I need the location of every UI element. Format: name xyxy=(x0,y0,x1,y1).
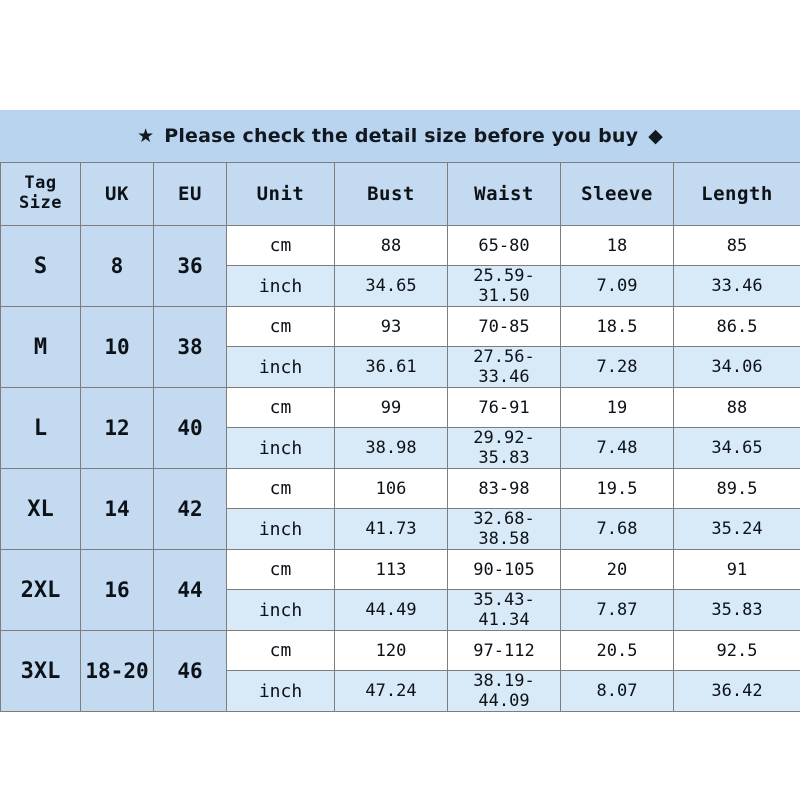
cell-uk: 12 xyxy=(81,388,154,469)
header-uk: UK xyxy=(81,163,154,226)
cell-tag-size: M xyxy=(1,307,81,388)
cell-uk: 10 xyxy=(81,307,154,388)
cell-tag-size: 3XL xyxy=(1,631,81,712)
cell-waist-cm: 90-105 xyxy=(448,550,561,590)
cell-bust-inch: 47.24 xyxy=(335,671,448,712)
cell-eu: 40 xyxy=(154,388,227,469)
diamond-icon: ◆ xyxy=(648,125,663,147)
cell-bust-inch: 38.98 xyxy=(335,428,448,469)
cell-waist-inch: 29.92-35.83 xyxy=(448,428,561,469)
cell-eu: 36 xyxy=(154,226,227,307)
cell-bust-cm: 93 xyxy=(335,307,448,347)
cell-waist-inch: 38.19-44.09 xyxy=(448,671,561,712)
cell-unit-inch: inch xyxy=(227,590,335,631)
header-row xyxy=(1,163,800,226)
cell-waist-cm: 83-98 xyxy=(448,469,561,509)
cell-unit-cm: cm xyxy=(227,388,335,428)
table-row xyxy=(1,388,800,428)
cell-waist-inch: 32.68-38.58 xyxy=(448,509,561,550)
header-eu: EU xyxy=(154,163,227,226)
cell-tag-size: L xyxy=(1,388,81,469)
cell-unit-inch: inch xyxy=(227,347,335,388)
cell-sleeve-cm: 18 xyxy=(561,226,674,266)
cell-length-cm: 88 xyxy=(674,388,800,428)
cell-sleeve-cm: 19 xyxy=(561,388,674,428)
notice-banner xyxy=(0,110,800,162)
table-row xyxy=(1,226,800,266)
size-chart-container xyxy=(0,110,800,712)
cell-waist-cm: 76-91 xyxy=(448,388,561,428)
table-row xyxy=(1,631,800,671)
cell-unit-cm: cm xyxy=(227,307,335,347)
header-sleeve: Sleeve xyxy=(561,163,674,226)
cell-sleeve-cm: 19.5 xyxy=(561,469,674,509)
cell-tag-size: S xyxy=(1,226,81,307)
header-unit: Unit xyxy=(227,163,335,226)
table-row xyxy=(1,550,800,590)
cell-eu: 38 xyxy=(154,307,227,388)
header-bust: Bust xyxy=(335,163,448,226)
cell-unit-inch: inch xyxy=(227,671,335,712)
cell-eu: 46 xyxy=(154,631,227,712)
table-header xyxy=(1,163,800,226)
notice-banner-text: Please check the detail size before you buy xyxy=(164,125,639,147)
cell-waist-inch: 27.56-33.46 xyxy=(448,347,561,388)
cell-length-inch: 35.24 xyxy=(674,509,800,550)
cell-bust-cm: 120 xyxy=(335,631,448,671)
cell-length-inch: 36.42 xyxy=(674,671,800,712)
cell-length-cm: 86.5 xyxy=(674,307,800,347)
cell-waist-cm: 97-112 xyxy=(448,631,561,671)
cell-sleeve-inch: 8.07 xyxy=(561,671,674,712)
cell-length-inch: 34.06 xyxy=(674,347,800,388)
cell-bust-inch: 36.61 xyxy=(335,347,448,388)
cell-sleeve-inch: 7.68 xyxy=(561,509,674,550)
cell-length-cm: 85 xyxy=(674,226,800,266)
cell-tag-size: XL xyxy=(1,469,81,550)
cell-unit-cm: cm xyxy=(227,550,335,590)
cell-uk: 14 xyxy=(81,469,154,550)
cell-unit-inch: inch xyxy=(227,509,335,550)
cell-bust-inch: 41.73 xyxy=(335,509,448,550)
cell-length-cm: 92.5 xyxy=(674,631,800,671)
header-tag-size xyxy=(1,163,81,226)
header-length: Length xyxy=(674,163,800,226)
cell-unit-cm: cm xyxy=(227,469,335,509)
cell-uk: 16 xyxy=(81,550,154,631)
cell-bust-cm: 106 xyxy=(335,469,448,509)
cell-eu: 44 xyxy=(154,550,227,631)
cell-sleeve-inch: 7.09 xyxy=(561,266,674,307)
cell-length-inch: 35.83 xyxy=(674,590,800,631)
cell-waist-inch: 25.59-31.50 xyxy=(448,266,561,307)
star-icon: ★ xyxy=(137,125,155,147)
cell-length-cm: 91 xyxy=(674,550,800,590)
header-waist: Waist xyxy=(448,163,561,226)
cell-bust-cm: 99 xyxy=(335,388,448,428)
cell-sleeve-inch: 7.28 xyxy=(561,347,674,388)
cell-uk: 8 xyxy=(81,226,154,307)
cell-length-cm: 89.5 xyxy=(674,469,800,509)
cell-waist-cm: 70-85 xyxy=(448,307,561,347)
header-tag-size-line2: Size xyxy=(19,193,62,213)
table-body xyxy=(1,226,800,712)
cell-sleeve-cm: 20 xyxy=(561,550,674,590)
cell-unit-inch: inch xyxy=(227,266,335,307)
cell-unit-inch: inch xyxy=(227,428,335,469)
cell-sleeve-inch: 7.87 xyxy=(561,590,674,631)
cell-unit-cm: cm xyxy=(227,226,335,266)
cell-waist-cm: 65-80 xyxy=(448,226,561,266)
cell-sleeve-cm: 20.5 xyxy=(561,631,674,671)
cell-sleeve-cm: 18.5 xyxy=(561,307,674,347)
cell-bust-inch: 44.49 xyxy=(335,590,448,631)
cell-bust-inch: 34.65 xyxy=(335,266,448,307)
cell-unit-cm: cm xyxy=(227,631,335,671)
cell-tag-size: 2XL xyxy=(1,550,81,631)
cell-bust-cm: 88 xyxy=(335,226,448,266)
cell-uk: 18-20 xyxy=(81,631,154,712)
cell-length-inch: 33.46 xyxy=(674,266,800,307)
cell-sleeve-inch: 7.48 xyxy=(561,428,674,469)
size-table xyxy=(0,162,800,712)
cell-waist-inch: 35.43-41.34 xyxy=(448,590,561,631)
table-row xyxy=(1,307,800,347)
table-row xyxy=(1,469,800,509)
cell-bust-cm: 113 xyxy=(335,550,448,590)
cell-eu: 42 xyxy=(154,469,227,550)
header-tag-size-line1: Tag xyxy=(24,173,57,194)
cell-length-inch: 34.65 xyxy=(674,428,800,469)
